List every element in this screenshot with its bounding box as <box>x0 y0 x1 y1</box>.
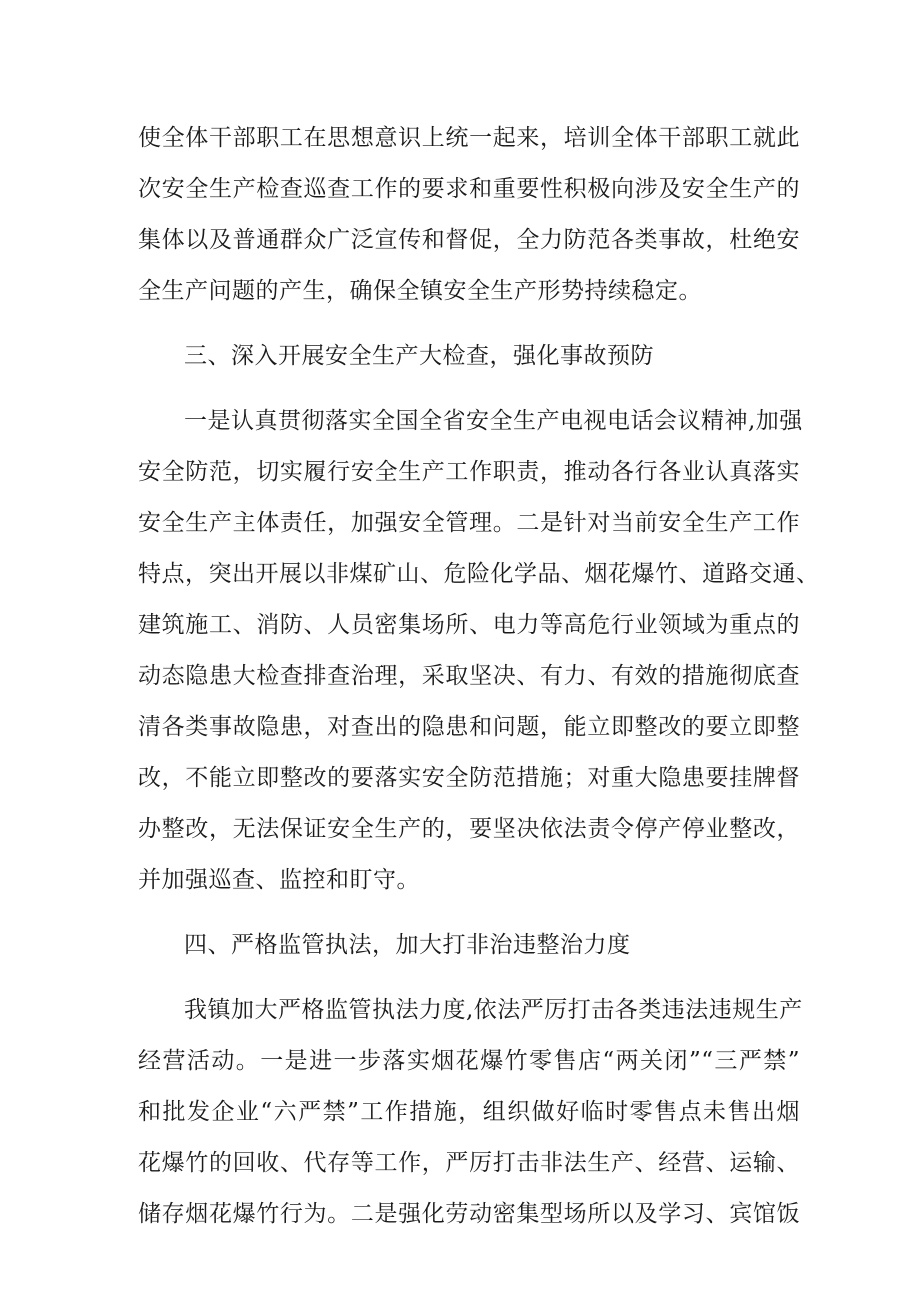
text-line: 花爆竹的回收、代存等工作，严厉打击非法生产、经营、运输、 <box>138 1150 800 1176</box>
text-line: 清各类事故隐患，对查出的隐患和问题，能立即整改的要立即整 <box>138 714 800 740</box>
text-line: 次安全生产检查巡查工作的要求和重要性积极向涉及安全生产的 <box>138 176 800 202</box>
text-line: 我镇加大严格监管执法力度,依法严厉打击各类违法违规生产 <box>184 997 803 1023</box>
text-line: 安全防范，切实履行安全生产工作职责，推动各行各业认真落实 <box>138 459 800 485</box>
text-line: 全生产问题的产生，确保全镇安全生产形势持续稳定。 <box>138 278 702 304</box>
text-line: 办整改，无法保证安全生产的，要坚决依法责令停产停业整改， <box>138 816 800 842</box>
text-line: 集体以及普通群众广泛宣传和督促，全力防范各类事故，杜绝安 <box>138 227 800 253</box>
text-line: 动态隐患大检查排查治理，采取坚决、有力、有效的措施彻底查 <box>138 663 800 689</box>
heading-text: 三、深入开展安全生产大检查，强化事故预防 <box>184 343 654 369</box>
section-heading <box>138 920 800 971</box>
text-line: 改，不能立即整改的要落实安全防范措施；对重大隐患要挂牌督 <box>138 765 800 791</box>
text-line: 安全生产主体责任，加强安全管理。二是针对当前安全生产工作 <box>138 510 800 536</box>
text-line: 并加强巡查、监控和盯守。 <box>138 867 420 893</box>
text-line: 一是认真贯彻落实全国全省安全生产电视电话会议精神,加强 <box>184 408 803 434</box>
text-line: 建筑施工、消防、人员密集场所、电力等高危行业领域为重点的 <box>138 612 800 638</box>
text-line: 特点，突出开展以非煤矿山、危险化学品、烟花爆竹、道路交通、 <box>138 561 820 587</box>
text-line: 储存烟花爆竹行为。二是强化劳动密集型场所以及学习、宾馆饭 <box>138 1201 800 1227</box>
document-body <box>138 113 820 1240</box>
paragraph <box>138 113 800 317</box>
section-heading <box>138 331 800 382</box>
text-line: 经营活动。一是进一步落实烟花爆竹零售店“两关闭”“三严禁” <box>138 1048 800 1074</box>
heading-text: 四、严格监管执法，加大打非治违整治力度 <box>184 932 631 958</box>
paragraph <box>138 985 803 1240</box>
text-line: 使全体干部职工在思想意识上统一起来，培训全体干部职工就此 <box>138 125 800 151</box>
text-line: 和批发企业“六严禁”工作措施，组织做好临时零售点未售出烟 <box>138 1099 800 1125</box>
paragraph <box>138 396 820 906</box>
